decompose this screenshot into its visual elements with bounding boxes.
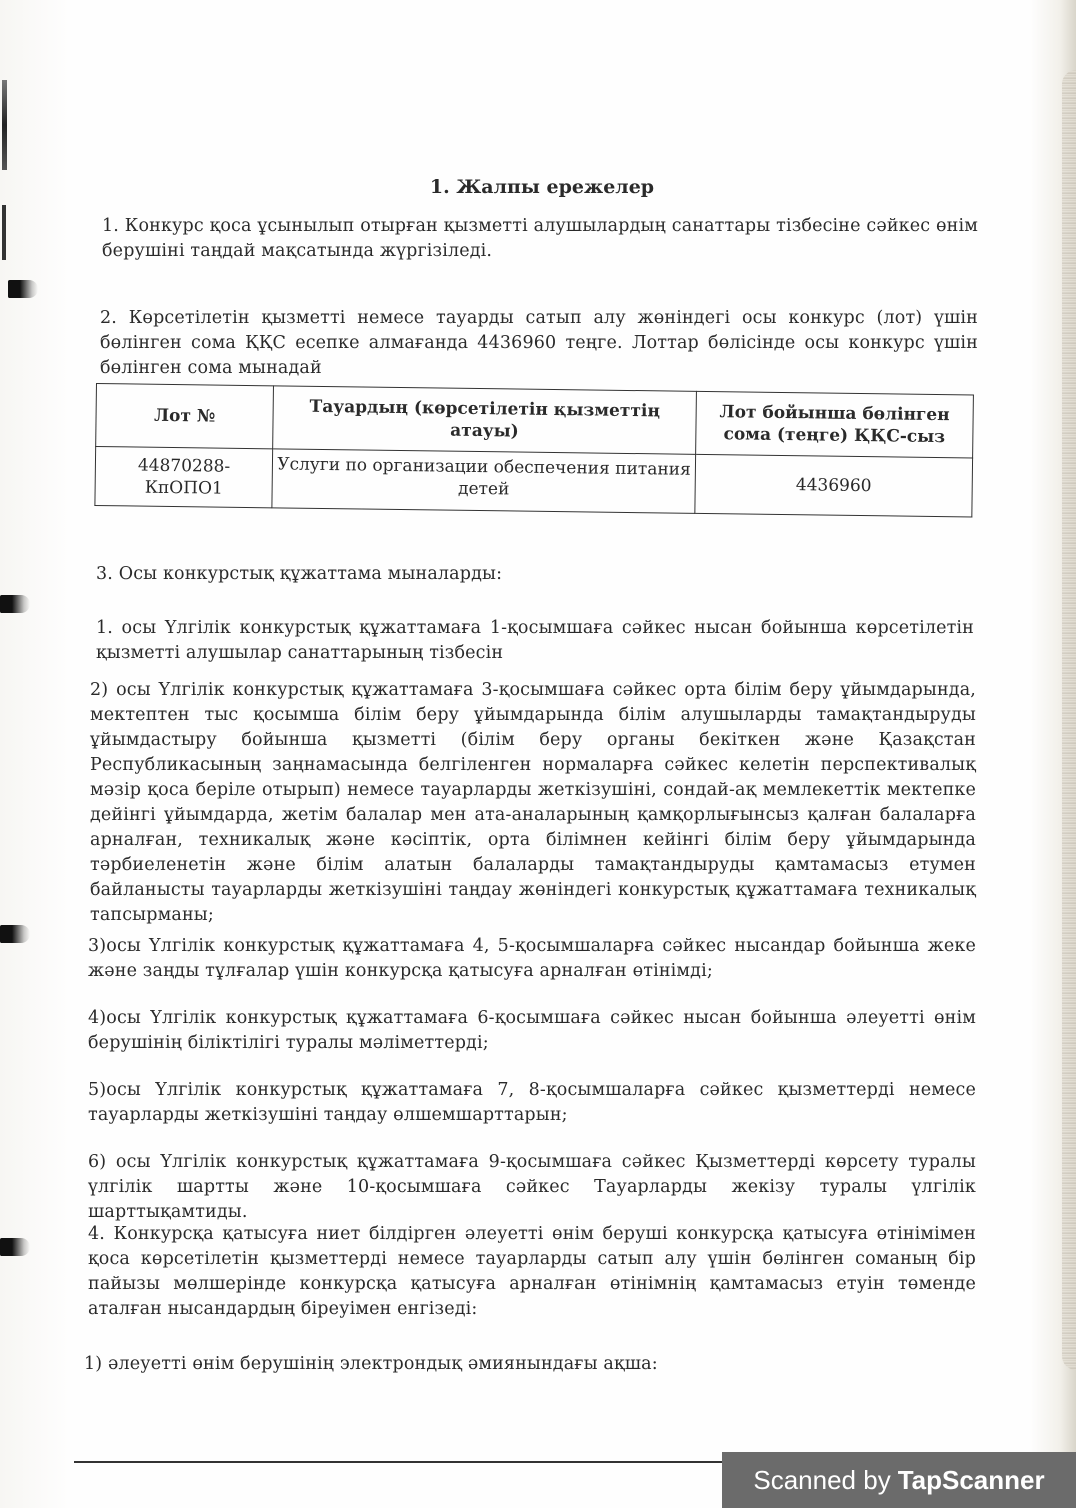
watermark-prefix: Scanned by	[753, 1464, 891, 1495]
table-row	[95, 447, 973, 517]
page-curl-shadow	[1062, 70, 1076, 1370]
cell-lot-number: 44870288-КпОПО1	[95, 447, 273, 508]
list-item: 4)осы Үлгілік конкурстық құжаттамаға 6-қосымшаға сәйкес нысан бойынша әлеуетті өнім берушінің біліктілігі туралы мәліметтерді;	[88, 1008, 976, 1053]
scan-artifact	[2, 80, 7, 170]
paragraph-2: 2. Көрсетілетін қызметті немесе тауарды сатып алу жөніндегі осы конкурс (лот) үшін бөлінген сома ҚҚС есепке алмағанда 4436960 теңге. Лоттар бөлісінде осы конкурс үшін бөлінген сома мынадай	[100, 308, 978, 378]
list-item: 1. осы Үлгілік конкурстық құжаттамаға 1-қосымшаға сәйкес нысан бойынша көрсетілетін қызметті алушылар санаттарының тізбесін	[96, 618, 974, 663]
list-item: 2) осы Үлгілік конкурстық құжаттамаға 3-қосымшаға сәйкес орта білім беру ұйымдарында, мектептен тыс қосымша білім беру ұйымдарында білім алушыларды тамақтандыруды ұйымдастыру бойынша қызметті (білім беру органы бекіткен және Қазақстан Республикасының заңнамасында белгіленген нормаларға сәйкес келетін перспективалық мәзір қоса беріле отырып) немесе тауарларды жеткізушіні, сондай-ақ мемлекеттік мектепке дейінгі ұйымдарда, жетім балалар мен ата-аналарының қамқорлығынсыз қалған балаларға арналған, техникалық және кәсіптік, орта білімнен кейінгі білім беру ұйымдарында тәрбиеленетін және білім алатын балаларды тамақтандыруды қамтамасыз етумен байланысты тауарларды жеткізушіні таңдау жөніндегі конкурстық құжаттамаға техникалық тапсырманы;	[90, 680, 976, 925]
table-header-row	[96, 384, 974, 458]
footer-divider	[74, 1461, 724, 1463]
section-heading: 1. Жалпы ережелер	[429, 176, 655, 198]
watermark-brand: TapScanner	[897, 1464, 1045, 1495]
lots-table	[94, 383, 974, 517]
paragraph-4: 4. Конкурсқа қатысуға ниет білдірген әлеуетті өнім беруші конкурсқа қатысуға өтінімімен қоса көрсетілетін қызметтерді немесе тауарларды сатып алу үшін бөлінген соманың бір пайызы мөлшерінде конкурсқа қатысуға арналған өтінімнің қамтамасыз етуін төменде аталған нысандардың біреуімен енгізеді:	[88, 1224, 976, 1319]
list-item: 3)осы Үлгілік конкурстық құжаттамаға 4, 5-қосымшаларға сәйкес нысандар бойынша жеке және заңды тұлғалар үшін конкурсқа қатысуға арналған өтінімді;	[88, 936, 976, 981]
list-item: 6) осы Үлгілік конкурстық құжаттамаға 9-қосымшаға сәйкес Қызметтерді көрсету туралы үлгілік шартты және 10-қосымшаға сәйкес Тауарларды жекізу туралы үлгілік шарттықамтиды.	[88, 1152, 976, 1222]
header-lot-number: Лот №	[96, 384, 274, 449]
binder-hole-shadow	[0, 595, 30, 613]
scan-artifact	[2, 205, 6, 260]
cell-amount: 4436960	[695, 454, 973, 517]
cell-item-name: Услуги по организации обеспечения питания детей	[272, 449, 695, 514]
scanner-watermark	[722, 1452, 1076, 1508]
paragraph-4-item-1: 1) әлеуетті өнім берушінің электрондық әмиянындағы ақша:	[84, 1354, 658, 1374]
paragraph-1: 1. Конкурс қоса ұсынылып отырған қызметті алушылардың санаттары тізбесіне сәйкес өнім берушіні таңдай мақсатында жүргізіледі.	[102, 216, 978, 261]
binder-hole-shadow	[0, 925, 30, 943]
binder-hole-shadow	[0, 1238, 30, 1256]
header-amount: Лот бойынша бөлінген сома (теңге) ҚҚС-сыз	[696, 391, 974, 458]
paragraph-3: 3. Осы конкурстық құжаттама мыналарды:	[96, 564, 503, 584]
binder-hole-shadow	[8, 280, 38, 298]
list-item: 5)осы Үлгілік конкурстық құжаттамаға 7, 8-қосымшаларға сәйкес қызметтерді немесе тауарларды жеткізушіні таңдау өлшемшарттарын;	[88, 1080, 976, 1125]
header-item-name: Тауардың (көрсетілетін қызметтің атауы)	[273, 386, 696, 455]
